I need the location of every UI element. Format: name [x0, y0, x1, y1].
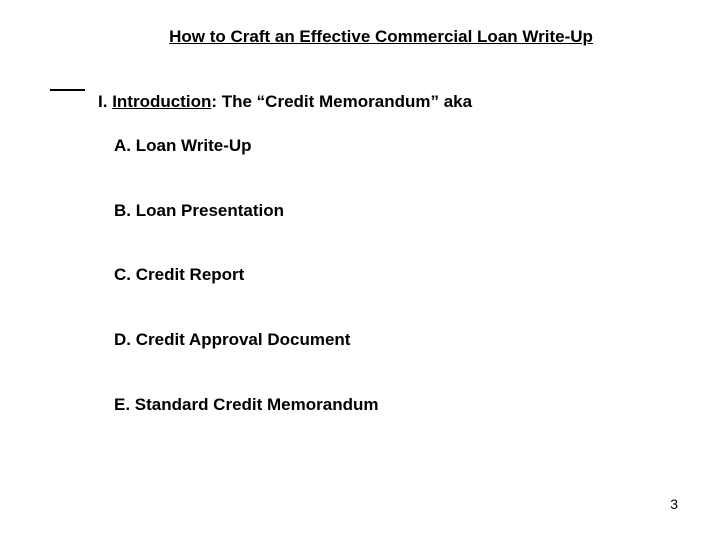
section-number: I. [98, 92, 108, 111]
list-item: C. Credit Report [114, 265, 245, 284]
list-item: D. Credit Approval Document [114, 330, 351, 349]
list-item: E. Standard Credit Memorandum [114, 395, 379, 414]
list-item: A. Loan Write-Up [114, 136, 252, 155]
list-item: B. Loan Presentation [114, 201, 285, 220]
page-number: 3 [670, 496, 678, 512]
section-name: Introduction [112, 92, 212, 111]
section-heading [98, 92, 472, 112]
slide-title: How to Craft an Effective Commercial Loan Write-Up [169, 27, 593, 46]
section-rest: : The “Credit Memorandum” aka [211, 92, 473, 111]
checkbox-blank-line [50, 89, 85, 91]
